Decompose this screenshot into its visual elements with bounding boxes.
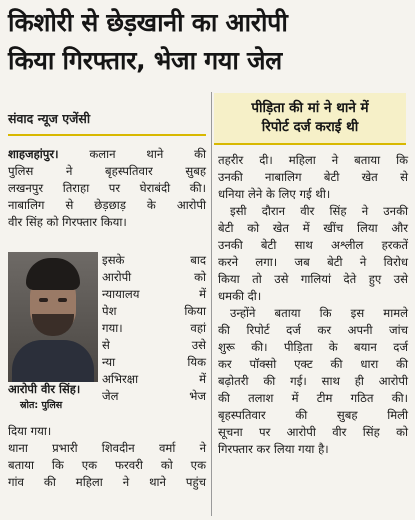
right-column <box>218 152 408 458</box>
paragraph-line: गया। वहां <box>102 321 206 335</box>
byline: संवाद न्यूज एजेंसी <box>8 111 91 126</box>
paragraph-line: बताया कि एक फरवरी को एक <box>8 458 206 472</box>
paragraph-line: कर पॉक्सो एक्ट की धारा की <box>218 357 408 371</box>
paragraph-line: इसी दौरान वीर सिंह ने उनकी <box>230 204 408 218</box>
accused-photo <box>8 252 98 382</box>
paragraph-line: शाहजहांपुर। कलान थाने की <box>8 147 207 161</box>
wrap-text <box>102 252 206 405</box>
paragraph-line: न्या यिक <box>102 355 206 369</box>
paragraph-line: वीर सिंह को गिरफ्तार किया। <box>8 215 127 229</box>
paragraph-line: पुलिस ने बृहस्पतिवार सुबह <box>8 164 206 178</box>
paragraph-line: से उसे <box>102 338 206 352</box>
left-column-continued <box>8 423 206 491</box>
paragraph-line: जेल भेज <box>102 389 206 403</box>
paragraph-line: लखनपुर तिराहा पर घेराबंदी की। <box>8 181 206 195</box>
paragraph-line: थाना प्रभारी शिवदीन वर्मा ने <box>8 441 206 455</box>
photo-credit: स्रोत: पुलिस <box>20 400 63 411</box>
paragraph-line: आरोपी को <box>102 270 206 284</box>
paragraph-line: तहरीर दी। महिला ने बताया कि <box>218 153 408 167</box>
subheadline-rule <box>214 143 406 145</box>
paragraph-line: धमकी दी। <box>218 289 262 303</box>
paragraph-line: न्यायालय में <box>102 287 206 301</box>
paragraph-line: अभिरक्षा में <box>102 372 206 386</box>
photo-caption: आरोपी वीर सिंह। <box>8 382 81 396</box>
left-column <box>8 146 206 231</box>
paragraph-line: शुरू की। पीड़िता के बयान दर्ज <box>218 340 408 354</box>
paragraph-line: इसके बाद <box>102 253 206 267</box>
paragraph-line: उनकी बेटी साथ अश्लील हरकतें <box>218 238 408 252</box>
dateline: शाहजहांपुर। <box>8 147 59 161</box>
subheadline-box <box>214 93 406 143</box>
paragraph-line: किया तो उसे गालियां देते हुए उसे <box>218 272 408 286</box>
column-divider <box>211 92 212 516</box>
paragraph-line: बढ़ोतरी की गई। साथ ही आरोपी <box>218 374 408 388</box>
paragraph-line: उनकी नाबालिग बेटी खेत से <box>218 170 408 184</box>
paragraph-line: पेश किया <box>102 304 206 318</box>
paragraph-line: नाबालिग से छेड़छाड़ के आरोपी <box>8 198 206 212</box>
paragraph-line: करने लगा। जब बेटी ने विरोध <box>218 255 408 269</box>
paragraph-line: बृहस्पतिवार की सुबह मिली <box>218 408 408 422</box>
headline-line-2: किया गिरफ्तार, भेजा गया जेल <box>8 46 282 75</box>
paragraph-line: सूचना पर आरोपी वीर सिंह को <box>218 425 408 439</box>
paragraph-line: उन्होंने बताया कि इस मामले <box>230 306 408 320</box>
byline-rule <box>8 134 206 136</box>
paragraph-line: धनिया लेने के लिए गई थी। <box>218 187 331 201</box>
headline <box>8 4 408 80</box>
paragraph-line: गांव की महिला ने थाने पहुंच <box>8 475 206 489</box>
paragraph-line: की तलाश में टीम गठित की। <box>218 391 408 405</box>
subheadline-line-1: पीड़िता की मां ने थाने में <box>251 100 369 116</box>
paragraph-line: की रिपोर्ट दर्ज कर अपनी जांच <box>218 323 408 337</box>
headline-line-1: किशोरी से छेड़खानी का आरोपी <box>8 8 288 37</box>
paragraph-line: दिया गया। <box>8 424 52 438</box>
paragraph-line: गिरफ्तार कर लिया गया है। <box>218 442 329 456</box>
subheadline-line-2: रिपोर्ट दर्ज कराई थी <box>261 119 359 135</box>
paragraph-line: बेटी को खेत में खींच लिया और <box>218 221 408 235</box>
